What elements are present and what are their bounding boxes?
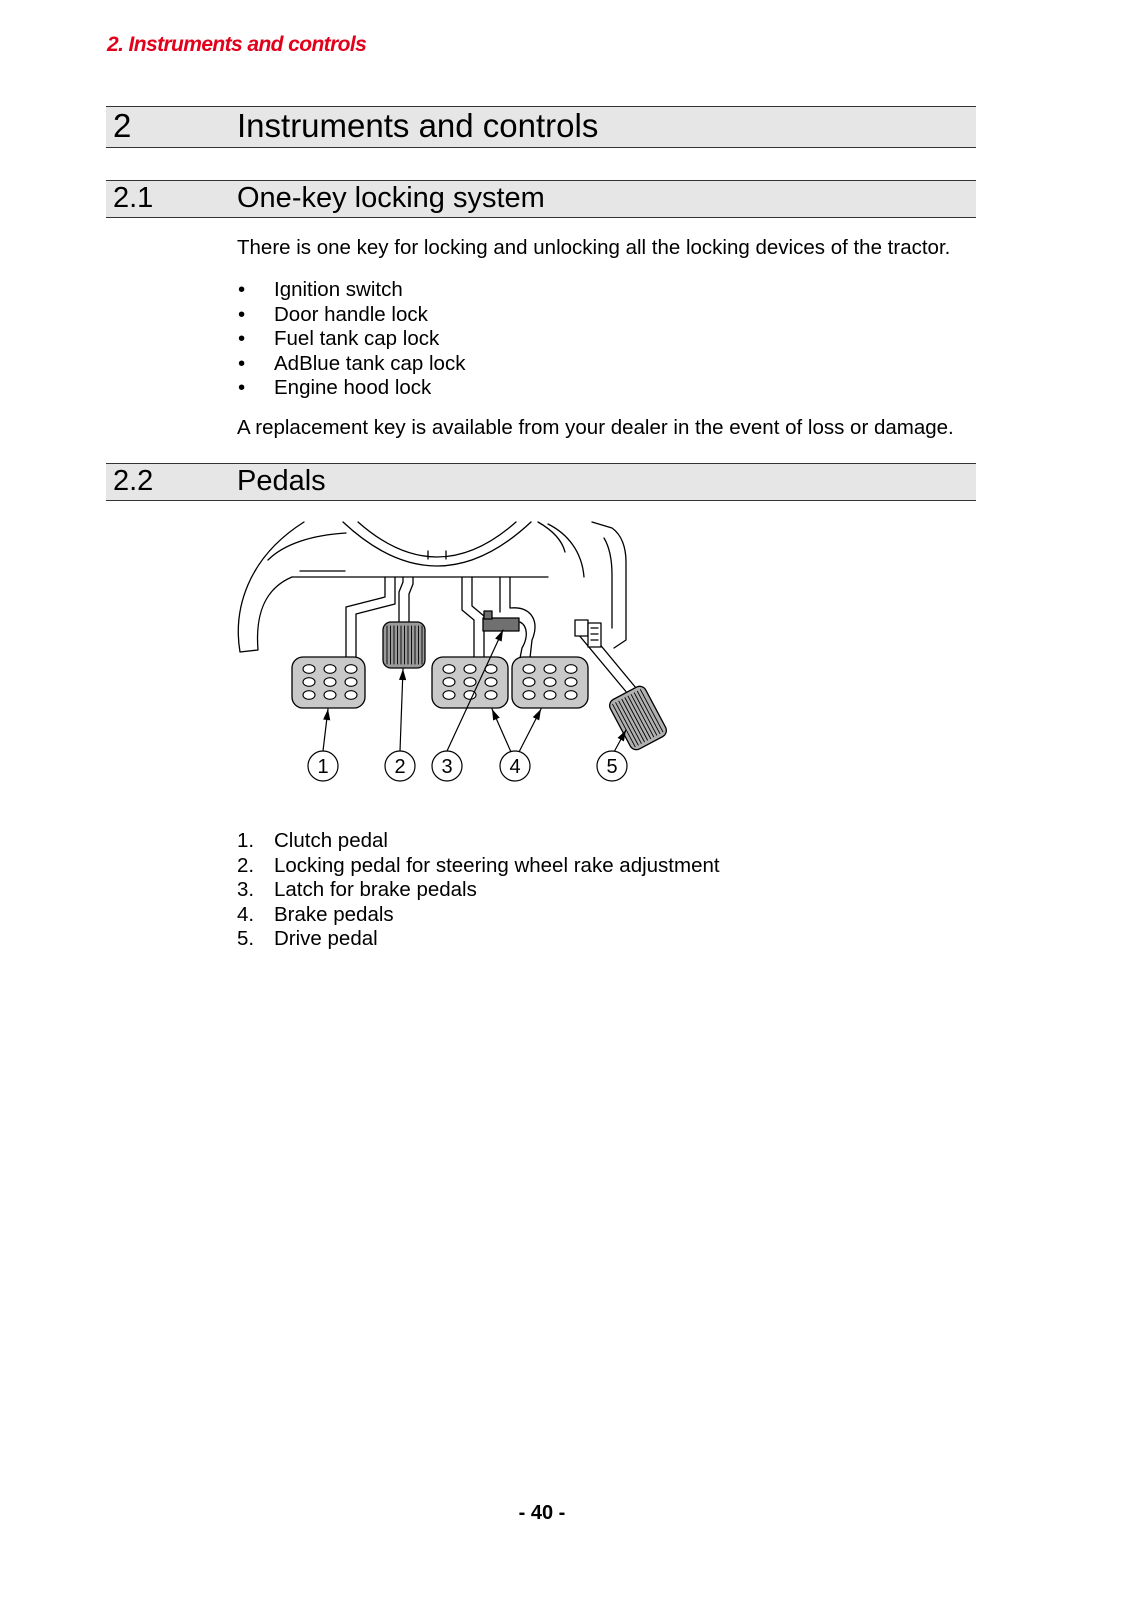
leader-arrowhead — [492, 709, 500, 721]
dashboard-left-panel — [238, 522, 346, 652]
legend-item-number: 3. — [237, 878, 255, 901]
pedal-hole — [443, 678, 455, 687]
legend-item-label: Clutch pedal — [274, 829, 388, 852]
callout-2-label: 2 — [394, 756, 406, 778]
bullet-symbol: • — [238, 278, 246, 301]
bullet-symbol: • — [238, 327, 246, 350]
pedal-hole — [523, 678, 535, 687]
pedal-hole — [345, 665, 357, 674]
pedal-hole — [324, 678, 336, 687]
list-item-label: Fuel tank cap lock — [274, 327, 440, 350]
callouts — [308, 751, 627, 781]
chapter-title: Instruments and controls — [237, 107, 599, 144]
legend-item-number: 4. — [237, 902, 255, 926]
leader-line-2 — [400, 669, 403, 751]
steering-column — [343, 522, 531, 566]
legend-item-label: Drive pedal — [274, 927, 378, 950]
list-item-label: Door handle lock — [274, 302, 428, 326]
drive-pedal-bracket — [575, 620, 588, 636]
list-item-label: Ignition switch — [274, 278, 403, 301]
section-2-2-heading-bar — [106, 463, 976, 501]
pedal-hole — [485, 691, 497, 700]
callout-5-label: 5 — [606, 756, 618, 778]
brake-pedal-right — [512, 657, 588, 708]
drive-pedal — [607, 684, 668, 752]
pedal-hole — [303, 678, 315, 687]
pedal-hole — [565, 665, 577, 674]
section-2-1-note: A replacement key is available from your dealer in the event of loss or damage. — [237, 416, 954, 439]
section-2-1-number: 2.1 — [113, 182, 154, 214]
callout-3-label: 3 — [441, 756, 453, 778]
dashboard-lower-edge — [292, 571, 548, 577]
pedals-figure — [232, 518, 668, 788]
legend-item-number: 5. — [237, 927, 255, 950]
leader-arrowhead — [495, 630, 503, 641]
pedal-hole — [544, 691, 556, 700]
pedal-hole — [303, 691, 315, 700]
section-2-2-title: Pedals — [237, 465, 326, 497]
figure-linework — [238, 522, 668, 781]
drive-pedal-pad — [607, 684, 668, 752]
drive-pedal-hinge — [588, 623, 601, 647]
pedal-hole — [345, 678, 357, 687]
bullet-symbol: • — [238, 376, 246, 399]
pedal-hole — [345, 691, 357, 700]
callout-labels — [317, 756, 617, 778]
locking-pedal-arm — [399, 577, 413, 623]
section-2-1-title: One-key locking system — [237, 182, 545, 214]
pedal-hole — [464, 678, 476, 687]
section-2-1-heading-bar — [106, 180, 976, 218]
leader-arrowhead — [618, 730, 626, 741]
legend-item-label: Locking pedal for steering wheel rake adjustment — [274, 853, 720, 877]
section-2-2-number: 2.2 — [113, 465, 154, 497]
locking-pedal — [383, 622, 425, 668]
pedal-hole — [443, 691, 455, 700]
pedal-hole — [324, 665, 336, 674]
leader-arrowhead — [399, 669, 406, 680]
pedal-hole — [544, 665, 556, 674]
running-header: 2. Instruments and controls — [107, 33, 367, 56]
pedal-hole — [523, 691, 535, 700]
pedal-hole — [544, 678, 556, 687]
pedal-hole — [443, 665, 455, 674]
page-number: - 40 - — [518, 1502, 566, 1524]
legend-item-label: Latch for brake pedals — [274, 878, 477, 901]
brake-pedal-left-arm — [462, 577, 484, 658]
pedal-hole — [523, 665, 535, 674]
callout-1-label: 1 — [317, 756, 329, 778]
pedal-hole — [485, 678, 497, 687]
leader-arrowhead — [323, 709, 330, 720]
section-2-1-intro: There is one key for locking and unlocking all the locking devices of the tractor. — [237, 236, 951, 259]
brake-pedal-latch-catch — [484, 611, 492, 619]
legend-item-label: Brake pedals — [274, 902, 394, 926]
chapter-number: 2 — [113, 107, 132, 144]
pedal-hole — [565, 678, 577, 687]
bullet-symbol: • — [238, 302, 246, 326]
legend-item-number: 1. — [237, 829, 255, 852]
pedal-hole — [565, 691, 577, 700]
leader-arrowhead — [533, 709, 541, 720]
callout-4-label: 4 — [509, 756, 521, 778]
chapter-heading-bar — [106, 106, 976, 148]
legend-item-number: 2. — [237, 853, 255, 877]
brake-pedal-latch — [483, 618, 519, 631]
pedal-hole — [324, 691, 336, 700]
list-item-label: AdBlue tank cap lock — [274, 351, 466, 375]
bullet-symbol: • — [238, 351, 246, 375]
pedal-hole — [464, 665, 476, 674]
clutch-pedal — [292, 657, 365, 708]
list-item-label: Engine hood lock — [274, 376, 432, 399]
pedal-hole — [303, 665, 315, 674]
